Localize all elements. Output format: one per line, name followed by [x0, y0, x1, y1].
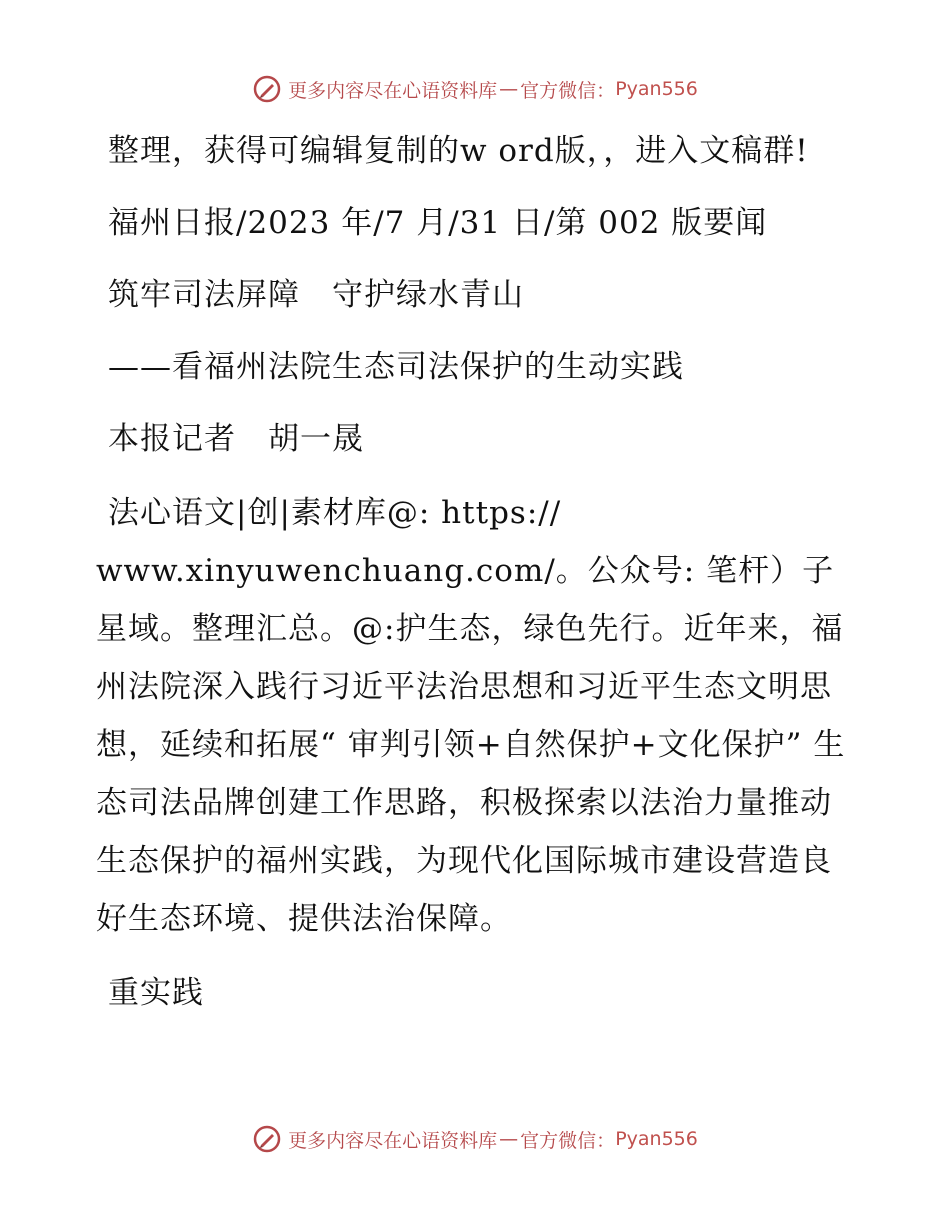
banner-account: Pyan556 — [615, 1128, 698, 1150]
article-title: 筑牢司法屏障 守护绿水青山 — [108, 277, 524, 313]
article-subtitle: ——看福州法院生态司法保护的生动实践 — [108, 349, 684, 385]
section-heading: 重实践 — [108, 975, 204, 1011]
article-body: 法心语文|创|素材库@: https:// www.xinyuwenchuang.com/。公众号: 笔杆）子星域。整理汇总。@:护生态，绿色先行。近年来，福州法院深入践行习近平法治思想和习近平生态文明思想，延续和拓展“ 审判引领+自然保护+文化保护” 生态司法品牌创建工作思路，积极探索以法治力量推动生态保护的福州实践，为现代化国际城市建设营造良好生态环境、提供法治保障。 — [96, 495, 846, 937]
article-byline: 福州日报/2023 年/7 月/31 日/第 002 版要闻 — [108, 205, 768, 241]
article-reporter: 本报记者 胡一晟 — [108, 421, 364, 457]
footer-banner — [0, 1124, 950, 1154]
pen-logo-icon — [252, 1124, 282, 1154]
banner-wechat-label: 官方微信： — [520, 1129, 616, 1152]
banner-wechat-label: 官方微信： — [520, 79, 616, 102]
banner-separator: — — [499, 1128, 519, 1150]
banner-account: Pyan556 — [615, 78, 698, 100]
banner-text: 更多内容尽在心语资料库 — [288, 1129, 498, 1152]
header-banner — [0, 74, 950, 104]
banner-separator: — — [499, 78, 519, 100]
intro-paragraph: 整理，获得可编辑复制的w ord版，，进入文稿群! — [108, 133, 809, 169]
pen-logo-icon — [252, 74, 282, 104]
banner-text: 更多内容尽在心语资料库 — [288, 79, 498, 102]
document-body — [96, 122, 856, 1022]
